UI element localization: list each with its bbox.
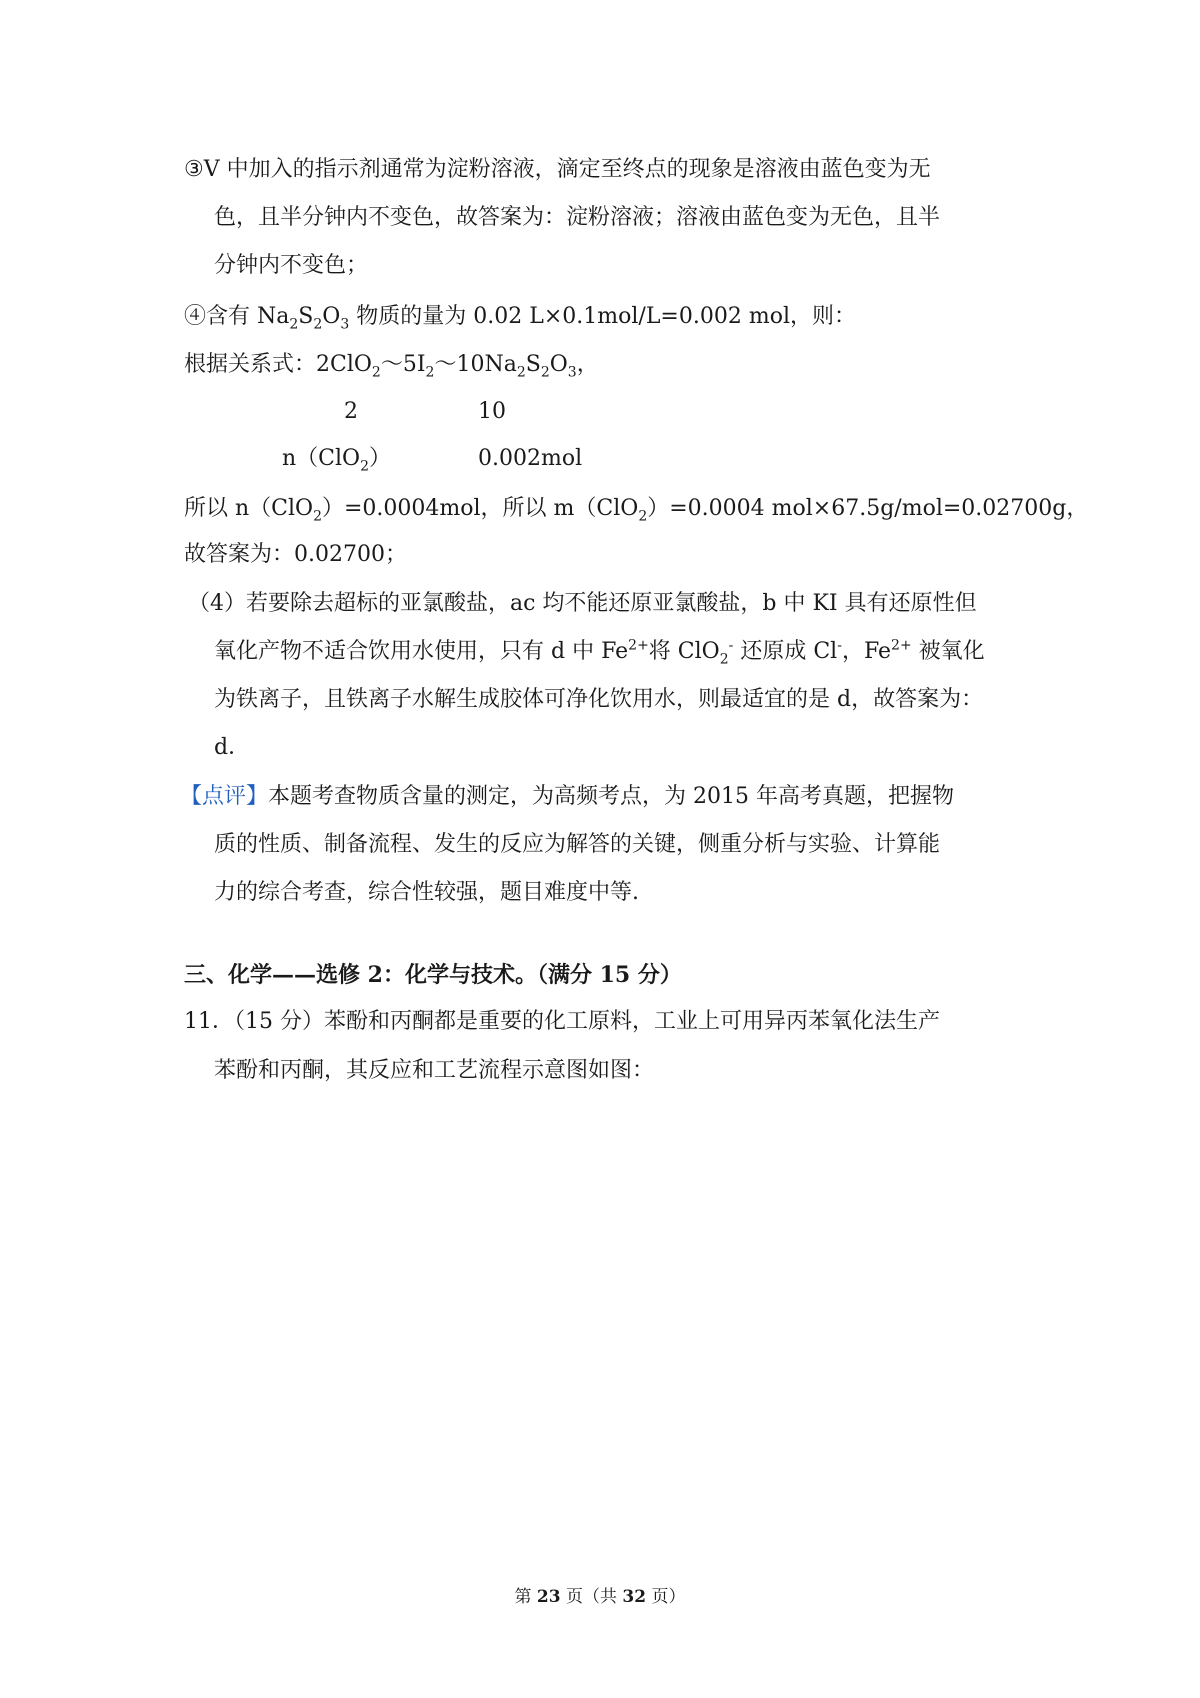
ratio-right: 10	[478, 399, 506, 424]
section-title: 三、化学——选修 2：化学与技术。（满分 15 分）	[184, 962, 682, 988]
calc-line-1: 所以 n（ClO$_2$）=0.0004mol，所以 m（ClO$_2$）=0.0004 mol×67.5g/mol=0.02700g，	[184, 496, 1089, 525]
para-4: ④含有 $Na_2S_2O_3$ 物质的量为 0.02 L×0.1mol/L=0.002 mol，则：	[184, 304, 856, 333]
para-3-line-1: ③V 中加入的指示剂通常为淀粉溶液，滴定至终点的现象是溶液由蓝色变为无	[184, 157, 931, 182]
comment-line-2: 质的性质、制备流程、发生的反应为解答的关键，侧重分析与实验、计算能	[214, 832, 941, 857]
ratio-left: 2	[344, 399, 358, 424]
q4-line-3: 为铁离子，且铁离子水解生成胶体可净化饮用水，则最适宜的是 d，故答案为：	[214, 687, 984, 712]
comment-line-3: 力的综合考查，综合性较强，题目难度中等.	[214, 880, 639, 905]
calc-line-2: 故答案为：0.02700；	[184, 542, 407, 567]
relation-line: 根据关系式：$2ClO_2\sim 5I_2\sim 10Na_2S_2O_3$，	[184, 352, 599, 381]
n-value: 0.002mol	[478, 446, 583, 471]
para-3-line-2: 色，且半分钟内不变色，故答案为：淀粉溶液；溶液由蓝色变为无色，且半	[214, 205, 941, 230]
q4-line-2: 氧化产物不适合饮用水使用，只有 d 中 $Fe^{2+}$将 ClO$_2$- 还原成 Cl-，$Fe^{2+}$ 被氧化	[214, 637, 985, 668]
q11-line-1: 11．（15 分）苯酚和丙酮都是重要的化工原料，工业上可用异丙苯氧化法生产	[184, 1009, 940, 1034]
comment-line-1: 【点评】本题考查物质含量的测定，为高频考点，为 2015 年高考真题，把握物	[180, 784, 954, 809]
q11-line-2: 苯酚和丙酮，其反应和工艺流程示意图如图：	[214, 1058, 655, 1083]
page-footer: 第 23 页（共 32 页）	[514, 1587, 686, 1607]
comment-tag: 【点评】	[180, 784, 269, 809]
n-clo2-label: n（ClO$_2$）	[282, 446, 392, 475]
q4-line-4: d．	[214, 735, 251, 760]
q4-line-1: （4）若要除去超标的亚氯酸盐，ac 均不能还原亚氯酸盐，b 中 KI 具有还原性但	[188, 591, 977, 616]
para-3-line-3: 分钟内不变色；	[214, 253, 369, 278]
